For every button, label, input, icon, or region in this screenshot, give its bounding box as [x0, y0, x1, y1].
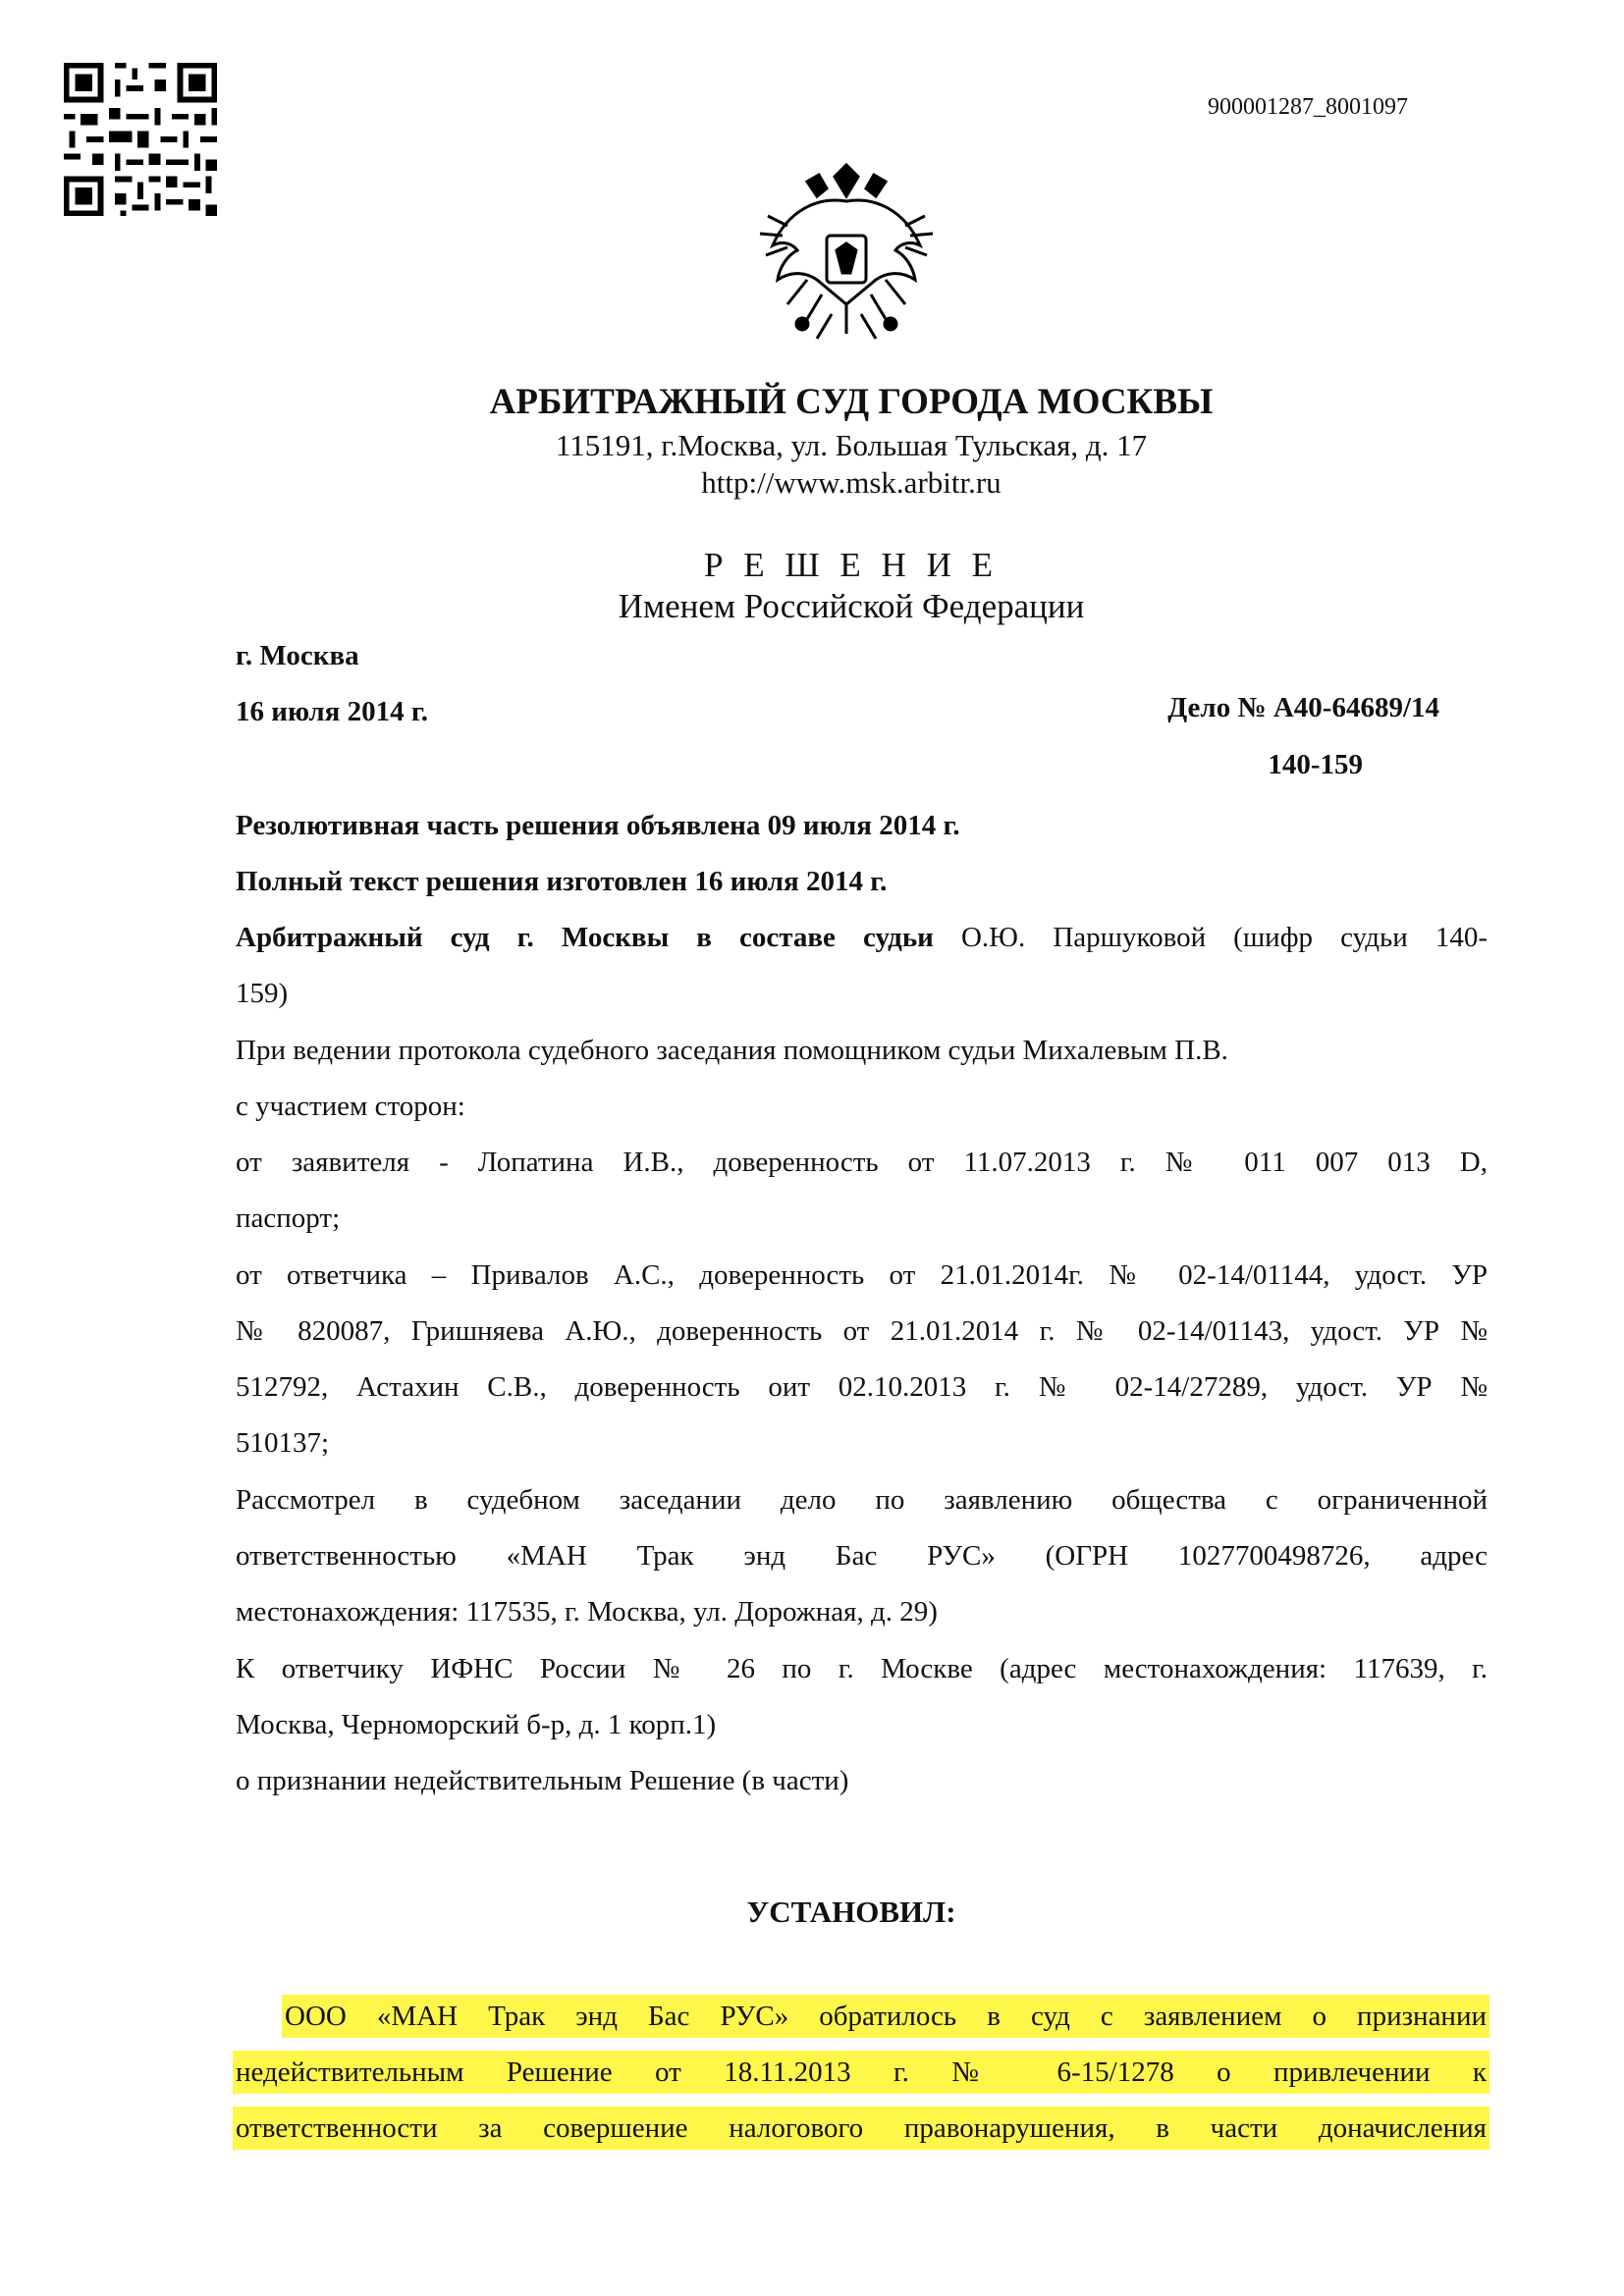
- highlighted-text-1: ООО «МАН Трак энд Бас РУС» обратилось в суд с заявлением о признании: [285, 2001, 1487, 2032]
- decision-subtitle: Именем Российской Федерации: [618, 587, 1085, 625]
- established-heading: УСТАНОВИЛ:: [746, 1895, 956, 1929]
- protocol-line: При ведении протокола судебного заседания помощником судьи Михалевым П.В.: [236, 1035, 1228, 1066]
- full-text-line: Полный текст решения изготовлен 16 июля 2014 г.: [236, 866, 888, 897]
- case-code: 140-159: [1268, 749, 1363, 780]
- court-composition-judge: О.Ю. Паршуковой (шифр судьи 140-: [933, 922, 1488, 953]
- case-number: Дело № А40-64689/14: [1167, 692, 1439, 723]
- highlighted-line-3: [233, 2107, 1489, 2150]
- applicant-rep-line-2: паспорт;: [236, 1202, 341, 1234]
- respondent-rep-line-1: от ответчика – Привалов А.С., доверенность от 21.01.2014г. № 02-14/01144, удост. УР: [236, 1259, 1488, 1291]
- highlighted-text-3: ответственности за совершение налогового правонарушения, в части доначисления: [236, 2112, 1487, 2144]
- respondent-line-2: Москва, Черноморский б-р, д. 1 корп.1): [236, 1709, 717, 1740]
- document-id: 900001287_8001097: [1208, 94, 1408, 120]
- court-composition-line: [236, 918, 1488, 957]
- respondent-line-1: К ответчику ИФНС России № 26 по г. Москве (адрес местонахождения: 117639, г.: [236, 1653, 1488, 1684]
- respondent-rep-line-4: 510137;: [236, 1427, 330, 1459]
- highlighted-text-2: недействительным Решение от 18.11.2013 г. № 6-15/1278 о привлечении к: [236, 2056, 1487, 2088]
- respondent-rep-line-2: № 820087, Гришняева А.Ю., доверенность от 21.01.2014 г. № 02-14/01143, удост. УР №: [236, 1315, 1488, 1347]
- coat-of-arms-icon: [748, 157, 945, 353]
- subject-line: о признании недействительным Решение (в части): [236, 1765, 849, 1796]
- case-description-line-2: ответственностью «МАН Трак энд Бас РУС» (ОГРН 1027700498726, адрес: [236, 1540, 1488, 1572]
- court-composition-bold: Арбитражный суд г. Москвы в составе судьи: [236, 922, 934, 953]
- court-website: http://www.msk.arbitr.ru: [701, 465, 1001, 500]
- qr-code: [56, 57, 225, 222]
- respondent-rep-line-3: 512792, Астахин С.В., доверенность оит 02.10.2013 г. № 02-14/27289, удост. УР №: [236, 1371, 1488, 1403]
- city: г. Москва: [236, 640, 359, 671]
- court-name: АРБИТРАЖНЫЙ СУД ГОРОДА МОСКВЫ: [489, 382, 1214, 422]
- decision-date: 16 июля 2014 г.: [236, 696, 429, 727]
- court-address: 115191, г.Москва, ул. Большая Тульская, д. 17: [555, 428, 1148, 462]
- participants-label: с участием сторон:: [236, 1091, 465, 1122]
- decision-title: Р Е Ш Е Н И Е: [704, 546, 999, 584]
- applicant-rep-line: от заявителя - Лопатина И.В., доверенность от 11.07.2013 г. № 011 007 013 D,: [236, 1147, 1488, 1178]
- case-description-line-3: местонахождения: 117535, г. Москва, ул. Дорожная, д. 29): [236, 1596, 938, 1628]
- highlighted-line-2: [233, 2051, 1489, 2094]
- judge-code-end: 159): [236, 978, 289, 1009]
- highlighted-line-1: [282, 1995, 1489, 2038]
- case-description-line-1: Рассмотрел в судебном заседании дело по заявлению общества с ограниченной: [236, 1484, 1488, 1516]
- operative-part-line: Резолютивная часть решения объявлена 09 июля 2014 г.: [236, 810, 960, 841]
